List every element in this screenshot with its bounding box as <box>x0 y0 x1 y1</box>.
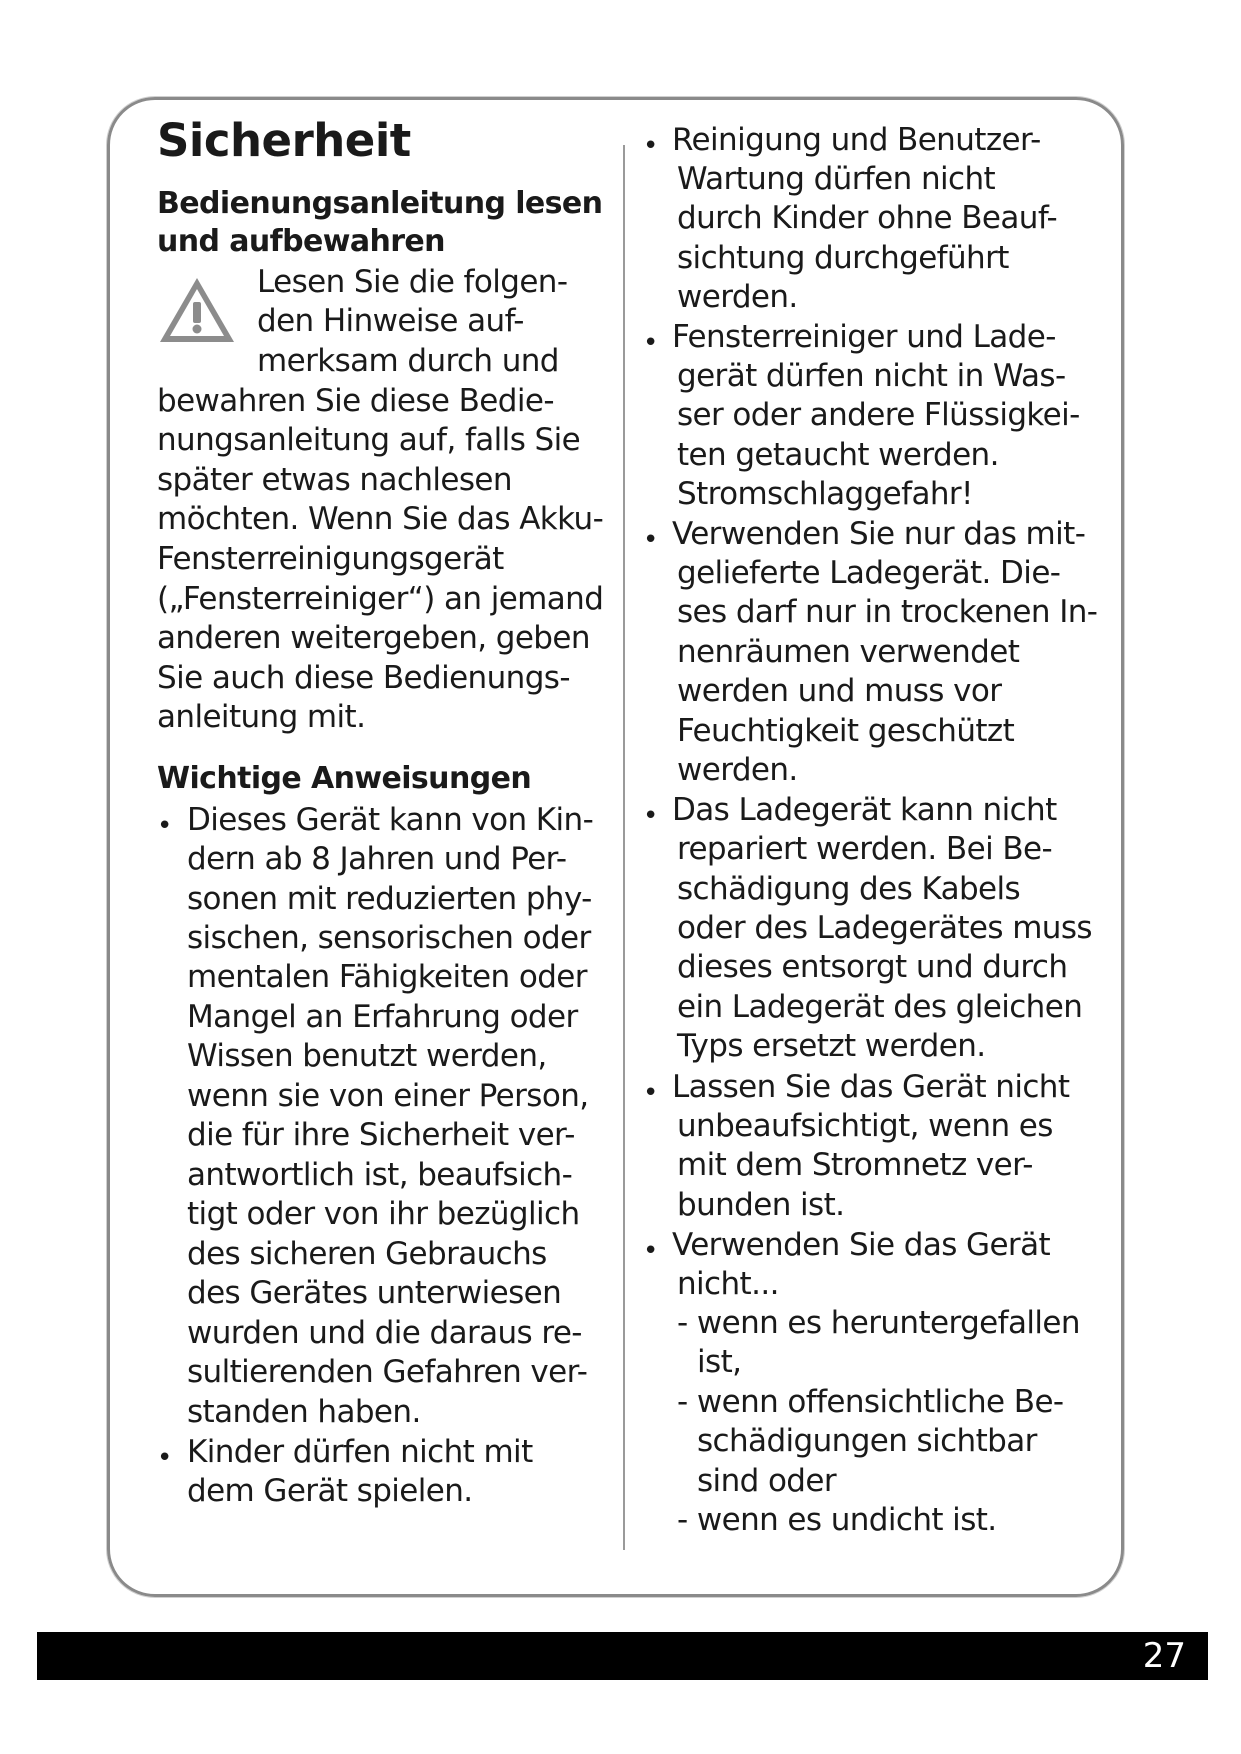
bullet-marker: • <box>643 525 659 555</box>
paragraph-line: möchten. Wenn Sie das Akku- <box>157 501 604 537</box>
list-item-line: ten getaucht werden. <box>677 437 999 473</box>
list-item-line: Lassen Sie das Gerät nicht <box>672 1069 1070 1105</box>
list-item-line: werden und muss vor <box>677 673 1002 709</box>
list-item-line: des sicheren Gebrauchs <box>187 1236 547 1272</box>
list-item-line: wurden und die daraus re- <box>187 1315 582 1351</box>
paragraph-line: anleitung mit. <box>157 699 366 735</box>
sub-list-line: schädigungen sichtbar <box>697 1423 1037 1459</box>
list-item-line: wenn sie von einer Person, <box>187 1078 589 1114</box>
paragraph-line: später etwas nachlesen <box>157 462 512 498</box>
footer-bar <box>37 1632 1208 1680</box>
page-number: 27 <box>1142 1636 1186 1676</box>
list-item-line: werden. <box>677 752 798 788</box>
list-item-line: gelieferte Ladegerät. Die- <box>677 555 1061 591</box>
paragraph-line: anderen weitergeben, geben <box>157 620 590 656</box>
list-item-line: Typs ersetzt werden. <box>677 1028 986 1064</box>
list-item-line: Wissen benutzt werden, <box>187 1038 547 1074</box>
list-item-line: schädigung des Kabels <box>677 871 1021 907</box>
list-item-line: werden. <box>677 279 798 315</box>
list-item-line: tigt oder von ihr bezüglich <box>187 1196 580 1232</box>
bullet-marker: • <box>643 1236 659 1266</box>
paragraph-line: den Hinweise auf- <box>257 303 524 339</box>
bullet-marker: • <box>157 1443 173 1473</box>
list-item-line: mentalen Fähigkeiten oder <box>187 959 587 995</box>
list-item-line: Verwenden Sie nur das mit- <box>672 516 1086 552</box>
list-item-line: dern ab 8 Jahren und Per- <box>187 841 567 877</box>
list-item-line: oder des Ladegerätes muss <box>677 910 1092 946</box>
column-divider <box>623 145 625 1550</box>
bullet-marker: • <box>157 811 173 841</box>
list-item-line: dieses entsorgt und durch <box>677 949 1068 985</box>
bullet-marker: • <box>643 131 659 161</box>
paragraph-line: Sie auch diese Bedienungs- <box>157 660 570 696</box>
list-item-line: Dieses Gerät kann von Kin- <box>187 802 594 838</box>
paragraph-line: („Fensterreiniger“) an jemand <box>157 581 604 617</box>
section-heading-important: Wichtige Anweisungen <box>157 761 532 796</box>
list-item-line: sichtung durchgeführt <box>677 240 1009 276</box>
sub-list-line: - wenn offensichtliche Be- <box>677 1384 1064 1420</box>
sub-list-line: ist, <box>697 1344 742 1380</box>
list-item-line: nicht... <box>677 1266 779 1302</box>
list-item-line: Reinigung und Benutzer- <box>672 122 1041 158</box>
list-item-line: Mangel an Erfahrung oder <box>187 999 578 1035</box>
list-item-line: die für ihre Sicherheit ver- <box>187 1117 575 1153</box>
list-item-line: Wartung dürfen nicht <box>677 161 996 197</box>
bullet-marker: • <box>643 328 659 358</box>
section-heading-read-manual: Bedienungsanleitung lesen <box>157 186 603 221</box>
list-item-line: Das Ladegerät kann nicht <box>672 792 1057 828</box>
list-item-line: sultierenden Gefahren ver- <box>187 1354 588 1390</box>
page-title: Sicherheit <box>157 114 411 167</box>
list-item-line: Verwenden Sie das Gerät <box>672 1227 1051 1263</box>
paragraph-line: Lesen Sie die folgen- <box>257 264 568 300</box>
list-item-line: mit dem Stromnetz ver- <box>677 1147 1033 1183</box>
sub-list-line: sind oder <box>697 1463 837 1499</box>
paragraph-line: nungsanleitung auf, falls Sie <box>157 422 581 458</box>
section-heading-read-manual-line2: und aufbewahren <box>157 224 445 259</box>
paragraph-line: bewahren Sie diese Bedie- <box>157 383 554 419</box>
list-item-line: gerät dürfen nicht in Was- <box>677 358 1066 394</box>
list-item-line: Feuchtigkeit geschützt <box>677 713 1015 749</box>
bullet-marker: • <box>643 1078 659 1108</box>
sub-list-line: - wenn es undicht ist. <box>677 1502 997 1538</box>
paragraph-line: merksam durch und <box>257 343 559 379</box>
list-item-line: des Gerätes unterwiesen <box>187 1275 562 1311</box>
list-item-line: Fensterreiniger und Lade- <box>672 319 1056 355</box>
list-item-line: antwortlich ist, beaufsich- <box>187 1157 573 1193</box>
list-item-line: unbeaufsichtigt, wenn es <box>677 1108 1053 1144</box>
list-item-line: ein Ladegerät des gleichen <box>677 989 1083 1025</box>
list-item-line: sonen mit reduzierten phy- <box>187 881 592 917</box>
bullet-marker: • <box>643 801 659 831</box>
warning-triangle-icon <box>157 275 237 345</box>
list-item-line: repariert werden. Bei Be- <box>677 831 1053 867</box>
list-item-line: bunden ist. <box>677 1187 845 1223</box>
list-item-line: standen haben. <box>187 1394 421 1430</box>
list-item-line: ses darf nur in trockenen In- <box>677 594 1098 630</box>
sub-list-line: - wenn es heruntergefallen <box>677 1305 1080 1341</box>
list-item-line: Stromschlaggefahr! <box>677 476 973 512</box>
list-item-line: Kinder dürfen nicht mit <box>187 1434 533 1470</box>
list-item-line: nenräumen verwendet <box>677 634 1020 670</box>
list-item-line: dem Gerät spielen. <box>187 1473 473 1509</box>
list-item-line: ser oder andere Flüssigkei- <box>677 397 1080 433</box>
list-item-line: sischen, sensorischen oder <box>187 920 591 956</box>
paragraph-line: Fensterreinigungsgerät <box>157 541 504 577</box>
list-item-line: durch Kinder ohne Beauf- <box>677 200 1058 236</box>
